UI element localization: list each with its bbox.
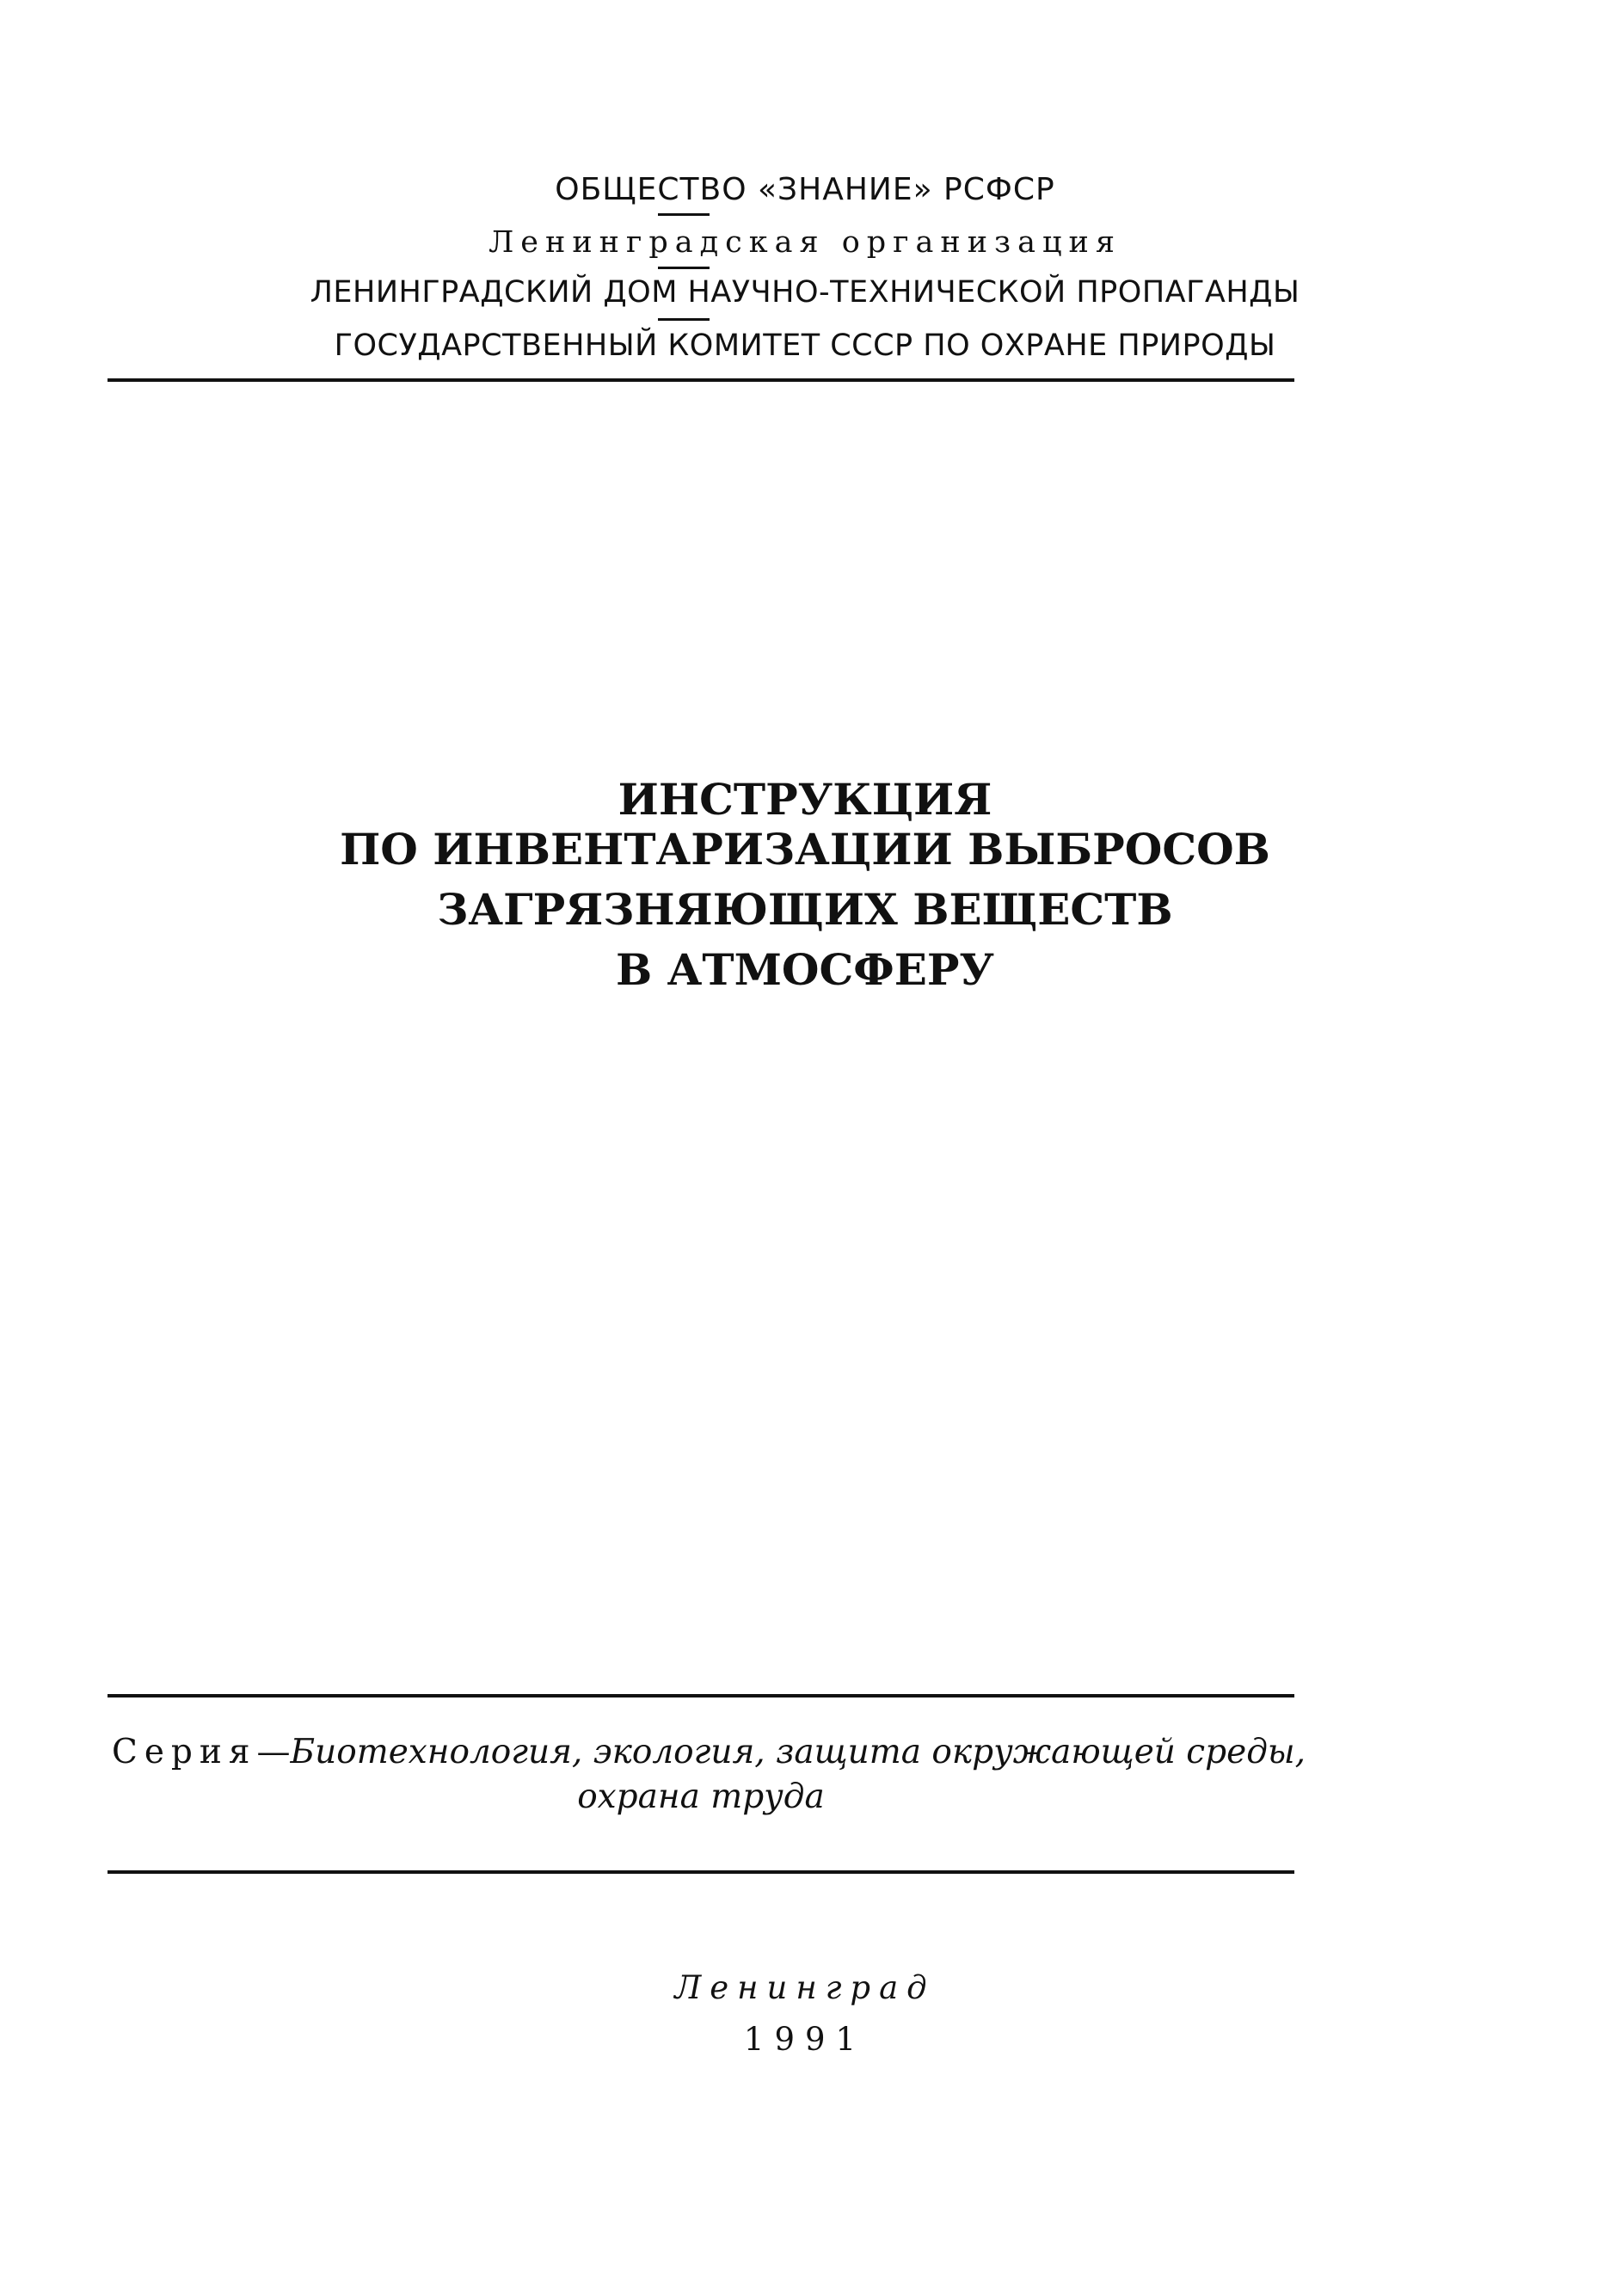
- document-title-line-2: ПО ИНВЕНТАРИЗАЦИИ ВЫБРОСОВ: [340, 824, 1270, 875]
- series-line-2: охрана труда: [577, 1777, 825, 1816]
- document-title-line-1: ИНСТРУКЦИЯ: [618, 774, 992, 825]
- imprint-year: 1991: [743, 2021, 867, 2058]
- document-title-line-4: В АТМОСФЕРУ: [615, 944, 994, 995]
- publisher-organization: Ленинградская организация: [489, 225, 1121, 260]
- publisher-house: ЛЕНИНГРАДСКИЙ ДОМ НАУЧНО-ТЕХНИЧЕСКОЙ ПРОПАГАНДЫ: [310, 275, 1300, 310]
- header-bottom-rule: [108, 378, 1294, 382]
- header-separator-1: [658, 213, 710, 216]
- series-bottom-rule: [108, 1870, 1294, 1874]
- header-separator-3: [658, 318, 710, 321]
- publisher-committee: ГОСУДАРСТВЕННЫЙ КОМИТЕТ СССР ПО ОХРАНЕ ПРИРОДЫ: [334, 328, 1276, 363]
- document-title-line-3: ЗАГРЯЗНЯЮЩИХ ВЕЩЕСТВ: [437, 884, 1173, 935]
- imprint-city: Ленинград: [674, 1969, 936, 2006]
- series-top-rule: [108, 1694, 1294, 1697]
- header-separator-2: [658, 267, 710, 269]
- series-dash: —: [256, 1733, 291, 1771]
- series-line-1: [112, 1730, 1306, 1775]
- series-label: Серия: [112, 1733, 257, 1771]
- series-topics: Биотехнология, экология, защита окружающей среды,: [290, 1733, 1306, 1771]
- publisher-society: ОБЩЕСТВО «ЗНАНИЕ» РСФСР: [555, 172, 1055, 207]
